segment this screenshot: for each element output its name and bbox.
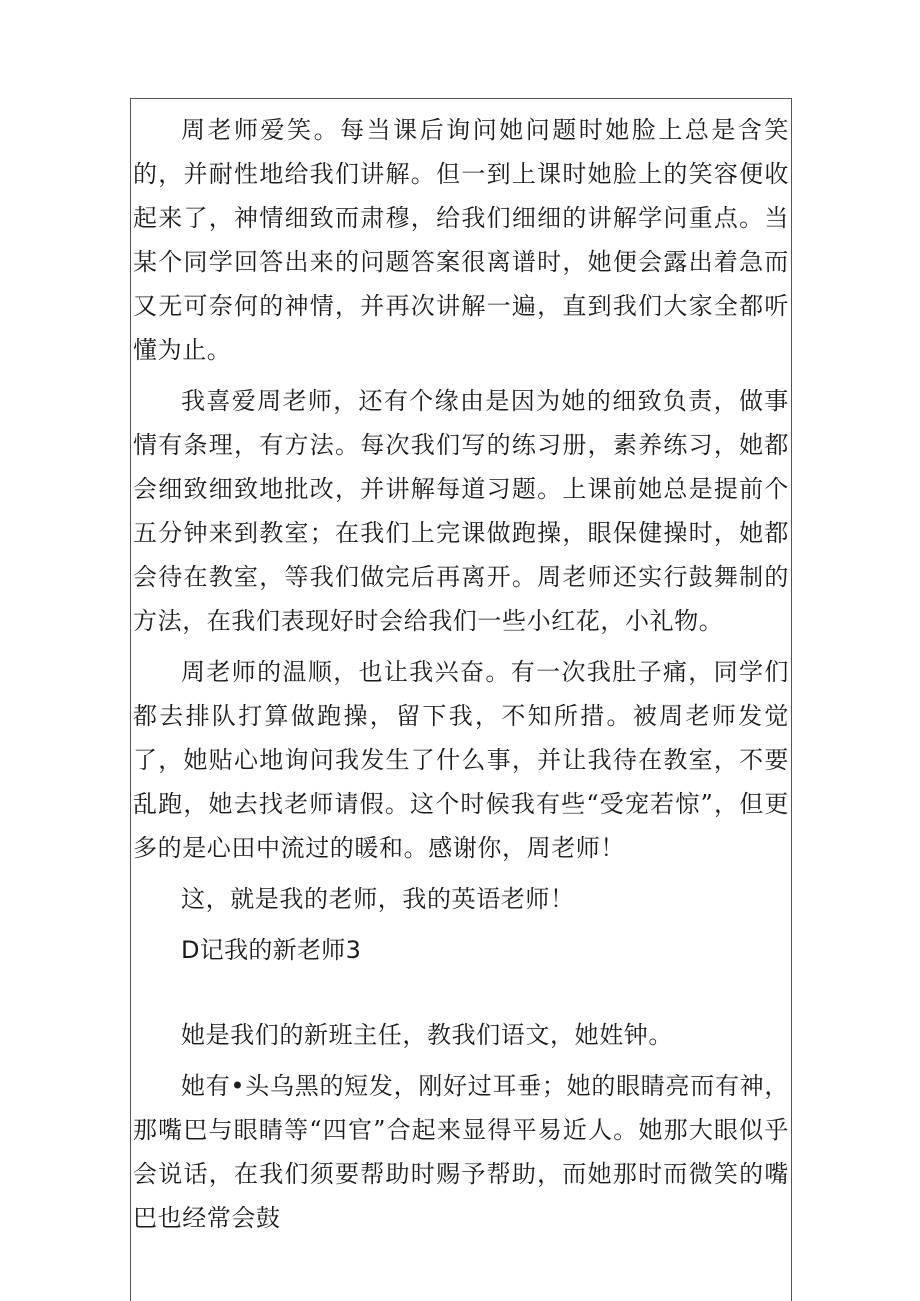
document-body <box>133 108 789 1247</box>
paragraph-responsible: 我喜爱周老师，还有个缘由是因为她的细致负责，做事情有条理，有方法。每次我们写的练习册，素养练习，她都会细致细致地批改，并讲解每道习题。上课前她总是提前个五分钟来到教室；在我们上完课做跑操，眼保健操时，她都会待在教室，等我们做完后再离开。周老师还实行鼓舞制的方法，在我们表现好时会给我们一些小红花，小礼物。 <box>133 387 789 635</box>
paragraph-smile: 周老师爱笑。每当课后询问她问题时她脸上总是含笑的，并耐性地给我们讲解。但一到上课时她脸上的笑容便收起来了，神情细致而肃穆，给我们细细的讲解学问重点。当某个同学回答出来的问题答案很离谱时，她便会露出着急而又无可奈何的神情，并再次讲解一遍，直到我们大家全都听懂为止。 <box>133 116 789 364</box>
paragraph-conclusion: 这，就是我的老师，我的英语老师！ <box>181 885 575 913</box>
paragraph-gentle: 周老师的温顺，也让我兴奋。有一次我肚子痛，同学们都去排队打算做跑操，留下我，不知所措。被周老师发觉了，她贴心地询问我发生了什么事，并让我待在教室，不要乱跑，她去找老师请假。这个时候我有些“受宠若惊”，但更多的是心田中流过的暖和。感谢你，周老师！ <box>133 658 789 862</box>
paragraph-appearance: 她有•头乌黑的短发，刚好过耳垂；她的眼睛亮而有神，那嘴巴与眼睛等“四官”合起来显得平易近人。她那大眼似乎会说话，在我们须要帮助时赐予帮助，而她那时而微笑的嘴巴也经常会鼓 <box>133 1072 789 1232</box>
paragraph-new-teacher: 她是我们的新班主任，教我们语文，她姓钟。 <box>181 1021 673 1049</box>
section-heading <box>133 928 789 972</box>
section-heading-text: D记我的新老师3 <box>181 936 362 964</box>
